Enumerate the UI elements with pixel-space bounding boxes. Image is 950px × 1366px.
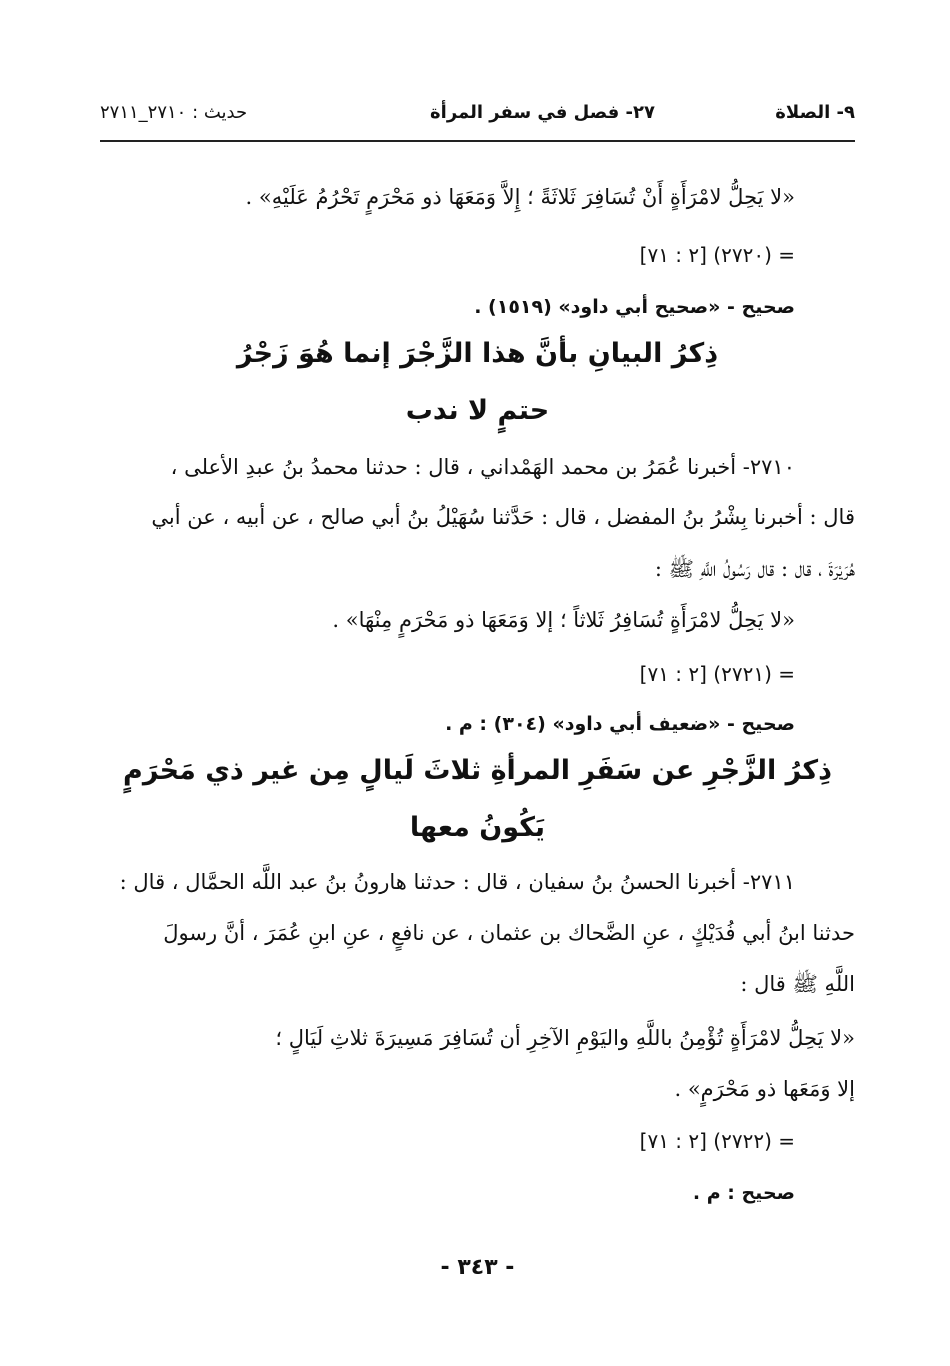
hadith-2710-reference: = (٢٧٢١) [٢ : ٧١]: [639, 662, 795, 686]
hadith-2710-isnad-line-3: هُرَيْرَةَ ، قال : قال رَسُولُ اللَّهِ ﷺ :: [654, 557, 855, 581]
chapter-heading-2-line-1: ذِكرُ الزَّجْرِ عن سَفَرِ المرأةِ ثلاثَ لَيالٍ مِن غير ذي مَحْرَمٍ: [123, 755, 832, 786]
hadith-2711-isnad-line-2: حدثنا ابنُ أبي فُدَيْكٍ ، عنِ الضَّحاك بن عثمان ، عن نافعٍ ، عنِ ابنِ عُمَرَ ، أنَّ رسولَ: [163, 921, 855, 945]
chapter-heading-1-line-1: ذِكرُ البيانِ بأنَّ هذا الزَّجْرَ إنما هُوَ زَجْرُ: [236, 338, 719, 369]
chapter-heading-2-line-2: يَكُونُ معها: [409, 812, 546, 843]
header-divider: [100, 140, 855, 142]
hadith-2711-isnad-line-1: ٢٧١١- أخبرنا الحسنُ بنُ سفيان ، قال : حدثنا هارونُ بنُ عبد اللَّه الحمَّال ، قال :: [119, 870, 795, 894]
book-page: [100, 0, 855, 1366]
running-header: [100, 102, 855, 132]
chapter-title: ٩- الصلاة: [775, 102, 855, 123]
hadith-2711-matn-line-1: «لا يَحِلُّ لامْرَأَةٍ تُؤْمِنُ باللَّهِ واليَوْمِ الآخِرِ أن تُسَافِرَ مَسِيرَةَ ثلاثِ لَيَالٍ ؛: [275, 1026, 855, 1050]
section-title: ٢٧- فصل في سفر المرأة: [430, 102, 655, 123]
chapter-heading-1-line-2: حتمٍ لا ندب: [405, 395, 550, 426]
hadith-2710-matn: «لا يَحِلُّ لامْرَأَةٍ تُسَافِرُ ثَلاثاً ؛ إلا وَمَعَهَا ذو مَحْرَمٍ مِنْهَا» .: [332, 608, 795, 632]
previous-hadith-matn: «لا يَحِلُّ لامْرَأَةٍ أَنْ تُسَافِرَ ثَلاثَةً ؛ إِلاَّ وَمَعَهَا ذو مَحْرَمٍ تَحْرُمُ عَلَيْهِ» .: [245, 185, 795, 209]
hadith-2710-isnad-line-1: ٢٧١٠- أخبرنا عُمَرُ بن محمد الهَمْداني ، قال : حدثنا محمدُ بنُ عبدِ الأعلى ،: [170, 455, 795, 479]
hadith-2711-grade: صحيح : م .: [692, 1182, 795, 1204]
hadith-2711-matn-line-2: إلا وَمَعَها ذو مَحْرَمٍ» .: [674, 1077, 855, 1101]
hadith-2711-isnad-line-3: اللَّهِ ﷺ قال :: [740, 972, 855, 996]
hadith-2711-reference: = (٢٧٢٢) [٢ : ٧١]: [639, 1129, 795, 1153]
hadith-range: حديث : ٢٧١٠_٢٧١١: [100, 102, 248, 123]
hadith-2710-grade: صحيح - «ضعيف أبي داود» (٣٠٤) : م .: [445, 713, 795, 735]
previous-hadith-reference: = (٢٧٢٠) [٢ : ٧١]: [639, 243, 795, 267]
page-number: - ٣٤٣ -: [440, 1255, 515, 1280]
previous-hadith-grade: صحيح - «صحيح أبي داود» (١٥١٩) .: [474, 296, 795, 318]
hadith-2710-isnad-line-2: قال : أخبرنا بِشْرُ بنُ المفضل ، قال : حَدَّثنا سُهَيْلُ بنُ أبي صالح ، عن أبيه ، عن أبي: [151, 505, 855, 529]
